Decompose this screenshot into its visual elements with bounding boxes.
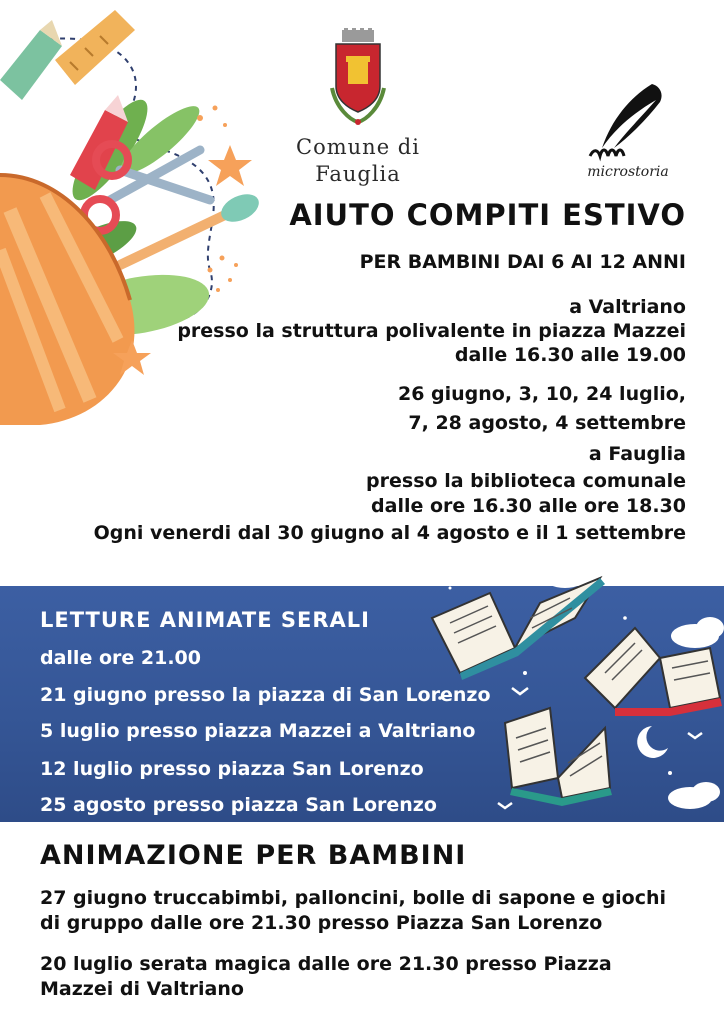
- comune-line1: Comune di: [296, 135, 420, 159]
- fauglia-venue: presso la biblioteca comunale: [366, 470, 686, 492]
- main-title: AIUTO COMPITI ESTIVO: [289, 198, 686, 232]
- comune-line2: Fauglia: [315, 162, 401, 186]
- valtriano-dates-1: 26 giugno, 3, 10, 24 luglio,: [397, 383, 686, 405]
- age-subtitle: PER BAMBINI DAI 6 AI 12 ANNI: [359, 251, 686, 273]
- reading-event-4: 25 agosto presso piazza San Lorenzo: [40, 794, 437, 816]
- moon-icon: [637, 726, 668, 758]
- coat-of-arms-icon: [322, 28, 394, 128]
- animation-title: ANIMAZIONE PER BAMBINI: [40, 840, 467, 871]
- fauglia-schedule: Ogni venerdi dal 30 giugno al 4 agosto e il 1 settembre: [93, 522, 686, 544]
- valtriano-dates-2: 7, 28 agosto, 4 settembre: [408, 412, 686, 434]
- fauglia-place: a Fauglia: [588, 443, 686, 465]
- fauglia-hours: dalle ore 16.30 alle ore 18.30: [371, 495, 686, 517]
- valtriano-place: a Valtriano: [569, 296, 686, 318]
- pencil-icon: [0, 20, 62, 100]
- cloud-icon: [671, 617, 724, 648]
- reading-event-2: 5 luglio presso piazza Mazzei a Valtriano: [40, 720, 476, 742]
- animation-event-1: 27 giugno truccabimbi, palloncini, bolle di sapone e giochi di gruppo dalle ore 21.30 presso Piazza San Lorenzo: [40, 887, 667, 934]
- valtriano-hours: dalle 16.30 alle 19.00: [454, 344, 686, 366]
- ruler-icon: [55, 10, 135, 85]
- readings-title: LETTURE ANIMATE SERALI: [40, 608, 370, 632]
- stationery-illustration: [0, 0, 270, 440]
- animation-event-2: 20 luglio serata magica dalle ore 21.30 presso Piazza Mazzei di Valtriano: [40, 953, 612, 1000]
- paintbrush-icon: [120, 189, 263, 265]
- readings-time: dalle ore 21.00: [40, 647, 201, 669]
- valtriano-venue: presso la struttura polivalente in piazza Mazzei: [177, 320, 686, 342]
- reading-event-3: 12 luglio presso piazza San Lorenzo: [40, 758, 424, 780]
- partner-logo-label: microstoria: [587, 164, 669, 180]
- reading-event-1: 21 giugno presso la piazza di San Lorenzo: [40, 684, 491, 706]
- open-book-icon: [505, 708, 612, 806]
- open-book-icon: [432, 578, 605, 680]
- comune-name: [283, 134, 433, 188]
- cloud-icon: [668, 782, 720, 809]
- star-icon: [208, 145, 252, 186]
